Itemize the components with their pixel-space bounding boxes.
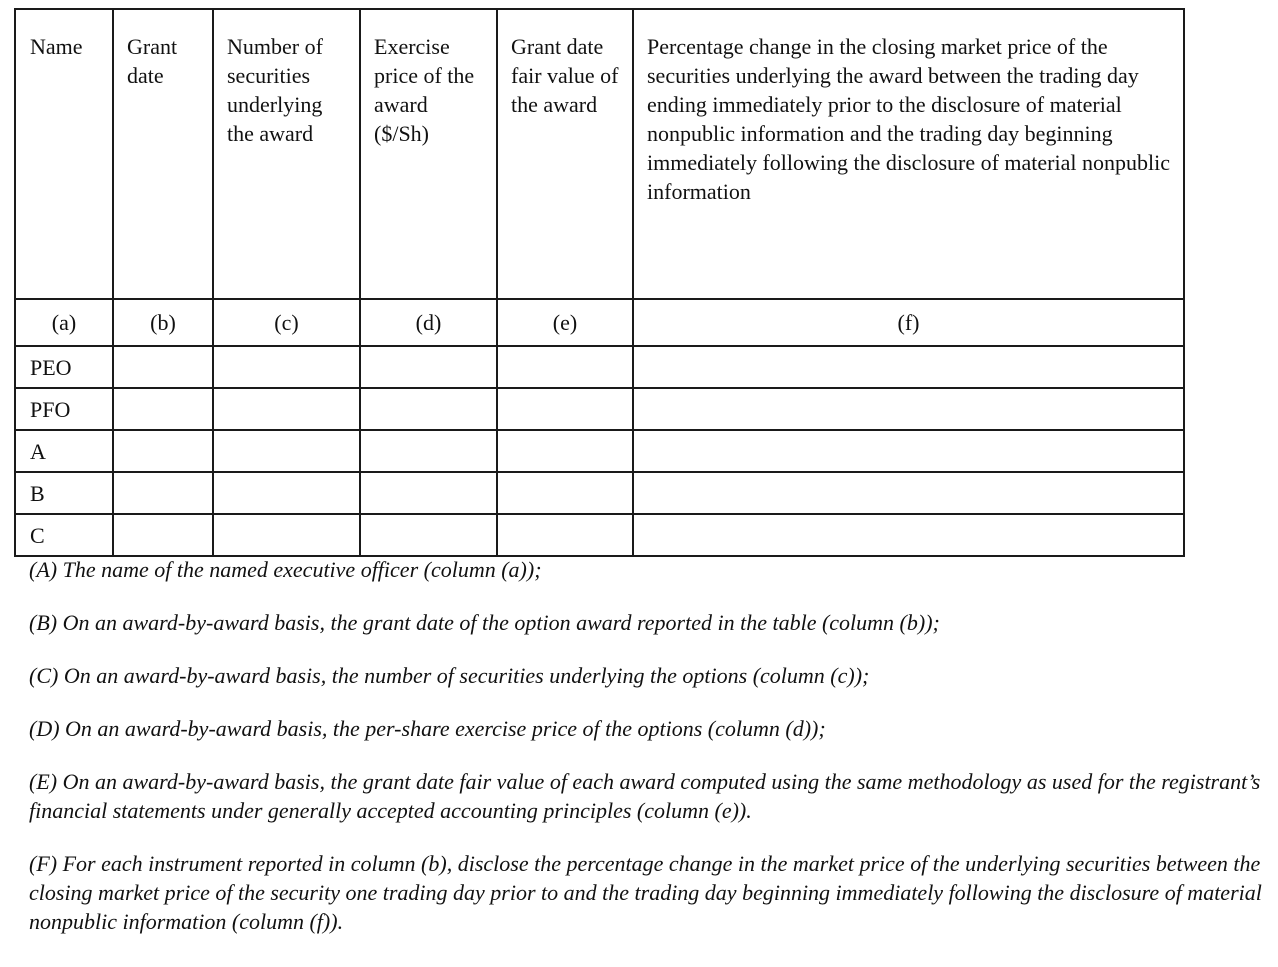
- row-name: B: [15, 472, 113, 514]
- instruction-e: (E) On an award-by-award basis, the grant date fair value of each award computed using the same methodology as used for the registrant’s financial statements under generally accepted accounting principles (column (e)).: [29, 769, 1261, 823]
- table-cell: [213, 346, 360, 388]
- table-cell: [497, 430, 633, 472]
- table-cell: [213, 514, 360, 556]
- header-name: Name: [15, 9, 113, 299]
- instructions: [29, 555, 1269, 936]
- row-name: A: [15, 430, 113, 472]
- table-cell: [497, 514, 633, 556]
- header-percentage-change: Percentage change in the closing market price of the securities underlying the award between the trading day ending immediately prior to the disclosure of material nonpublic information and the trading day beginning immediately following the disclosure of material nonpublic information: [633, 9, 1184, 299]
- table-cell: [213, 388, 360, 430]
- instruction-f: (F) For each instrument reported in column (b), disclose the percentage change in the market price of the underlying securities between the closing market price of the security one trading day prior to and the trading day beginning immediately following the disclosure of material nonpublic information (column (f)).: [29, 851, 1262, 934]
- table-row: [15, 472, 1184, 514]
- table-cell: [360, 472, 497, 514]
- table-row: [15, 430, 1184, 472]
- header-exercise-price: Exercise price of the award ($/Sh): [360, 9, 497, 299]
- table-cell: [497, 388, 633, 430]
- table-cell: [113, 430, 213, 472]
- table-cell: [113, 346, 213, 388]
- instruction-a: (A) The name of the named executive officer (column (a));: [29, 557, 542, 582]
- table-cell: [213, 430, 360, 472]
- header-grant-date: Grant date: [113, 9, 213, 299]
- table-row: [15, 388, 1184, 430]
- header-number-of-securities: Number of securities underlying the award: [213, 9, 360, 299]
- instruction-c: (C) On an award-by-award basis, the number of securities underlying the options (column (c));: [29, 663, 870, 688]
- row-name: PEO: [15, 346, 113, 388]
- table-cell: [497, 472, 633, 514]
- table-row: [15, 514, 1184, 556]
- table-cell: [213, 472, 360, 514]
- table-cell: [497, 346, 633, 388]
- row-name: PFO: [15, 388, 113, 430]
- column-letter-d: (d): [360, 299, 497, 346]
- table-cell: [113, 514, 213, 556]
- table-cell: [360, 430, 497, 472]
- table-cell: [360, 514, 497, 556]
- column-letter-e: (e): [497, 299, 633, 346]
- instruction-d: (D) On an award-by-award basis, the per-share exercise price of the options (column (d));: [29, 716, 826, 741]
- table-cell: [633, 388, 1184, 430]
- table-cell: [360, 388, 497, 430]
- table-row: [15, 346, 1184, 388]
- table-cell: [633, 430, 1184, 472]
- column-letter-b: (b): [113, 299, 213, 346]
- instruction-b: (B) On an award-by-award basis, the grant date of the option award reported in the table (column (b));: [29, 610, 940, 635]
- table-cell: [633, 514, 1184, 556]
- table-cell: [633, 346, 1184, 388]
- column-letter-a: (a): [15, 299, 113, 346]
- table-cell: [633, 472, 1184, 514]
- table-cell: [113, 472, 213, 514]
- header-grant-date-fair-value: Grant date fair value of the award: [497, 9, 633, 299]
- table-cell: [113, 388, 213, 430]
- column-letter-c: (c): [213, 299, 360, 346]
- header-row: [15, 9, 1184, 299]
- award-table: [14, 8, 1185, 557]
- table-cell: [360, 346, 497, 388]
- column-letter-row: [15, 299, 1184, 346]
- row-name: C: [15, 514, 113, 556]
- column-letter-f: (f): [633, 299, 1184, 346]
